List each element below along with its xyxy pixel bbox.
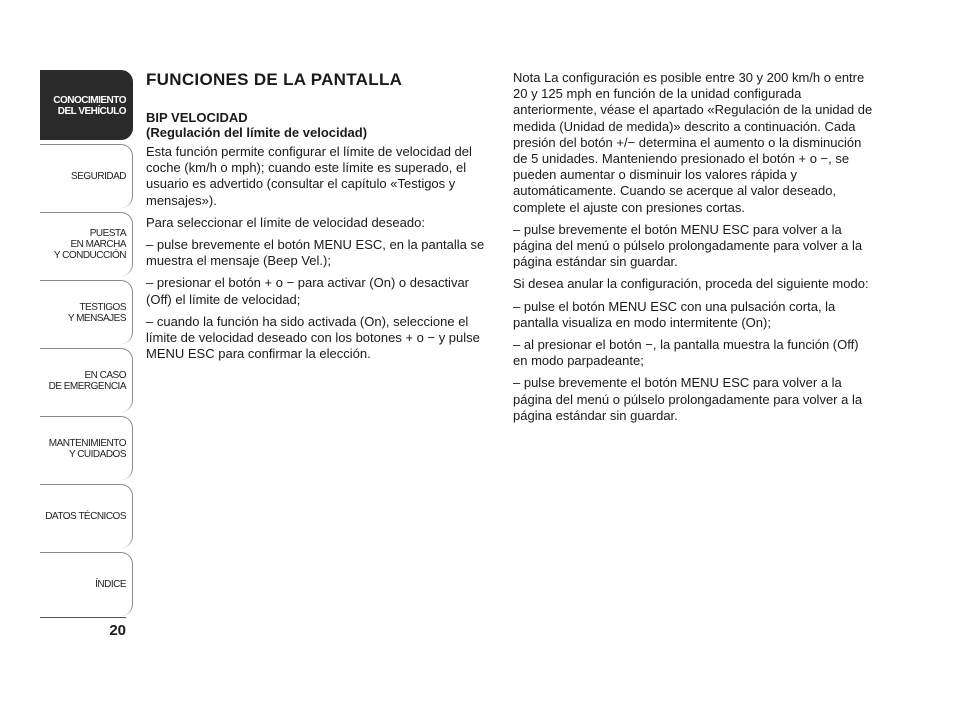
tab-testigos-y-mensajes[interactable] <box>40 280 133 344</box>
tab-label: EN CASO DE EMERGENCIA <box>48 369 126 392</box>
paragraph: Si desea anular la configuración, proceda del siguiente modo: <box>513 276 869 292</box>
note-paragraph: Nota La configuración es posible entre 30 y 200 km/h o entre 20 y 125 mph en función de la unidad configurada anteriormente, véase el apartado «Regulación de la unidad de medida (Unidad de medida)» descrito a continuación. Cada presión del botón +/− determina el aumento o la disminución de 5 unidades. Manteniendo presionado el botón + o −, se pueden aumentar o disminuir los valores rápida y automáticamente. Cuando se acerque al valor deseado, complete el ajuste con presiones cortas. <box>513 70 873 215</box>
paragraph: Esta función permite configurar el límite de velocidad del coche (km/h o mph); cuando este límite es superado, el usuario es advertido (consultar el capítulo «Testigos y mensajes»). <box>146 144 472 208</box>
paragraph: Para seleccionar el límite de velocidad deseado: <box>146 214 425 230</box>
tab-label: TESTIGOS Y MENSAJES <box>67 301 126 324</box>
tab-label: DATOS TÉCNICOS <box>45 511 126 522</box>
left-column <box>146 70 498 368</box>
tab-label: ÍNDICE <box>95 579 126 590</box>
subsection-title-line-1: BIP VELOCIDAD <box>146 110 248 125</box>
list-item: – pulse brevemente el botón MENU ESC para volver a la página del menú o púlselo prolongadamente para volver a la página estándar sin guardar. <box>513 221 863 270</box>
tab-seguridad[interactable] <box>40 144 133 208</box>
list-item: – pulse brevemente el botón MENU ESC para volver a la página del menú o púlselo prolongadamente para volver a la página estándar sin guardar. <box>513 375 863 423</box>
chapter-sidebar <box>40 70 133 620</box>
tab-datos-tecnicos[interactable] <box>40 484 133 548</box>
list-item: – al presionar el botón −, la pantalla muestra la función (Off) en modo parpadeante; <box>513 337 859 369</box>
tab-label: MANTENIMIENTO Y CUIDADOS <box>48 437 126 460</box>
tab-mantenimiento-y-cuidados[interactable] <box>40 416 133 480</box>
right-column <box>513 70 873 430</box>
page-number-divider <box>40 617 126 618</box>
tab-puesta-en-marcha[interactable] <box>40 212 133 276</box>
section-title: FUNCIONES DE LA PANTALLA <box>146 70 403 89</box>
tab-label: CONOCIMIENTO DEL VEHÍCULO <box>53 94 126 117</box>
tab-label: SEGURIDAD <box>71 171 126 182</box>
tab-en-caso-de-emergencia[interactable] <box>40 348 133 412</box>
page-number: 20 <box>109 622 126 639</box>
list-item: – cuando la función ha sido activada (On), seleccione el límite de velocidad deseado con los botones + o − y pulse MENU ESC para confirmar la elección. <box>146 313 480 362</box>
tab-conocimiento-del-vehiculo[interactable] <box>40 70 133 140</box>
list-item: – pulse el botón MENU ESC con una pulsación corta, la pantalla visualiza en modo intermitente (On); <box>513 298 836 330</box>
subsection-title <box>146 110 498 140</box>
subsection-title-line-2: (Regulación del límite de velocidad) <box>146 125 368 140</box>
list-item: – presionar el botón + o − para activar (On) o desactivar (Off) el límite de velocidad; <box>146 275 470 307</box>
list-item: – pulse brevemente el botón MENU ESC, en la pantalla se muestra el mensaje (Beep Vel.); <box>146 237 485 269</box>
tab-label: PUESTA EN MARCHA Y CONDUCCIÓN <box>53 228 126 261</box>
tab-indice[interactable] <box>40 552 133 616</box>
